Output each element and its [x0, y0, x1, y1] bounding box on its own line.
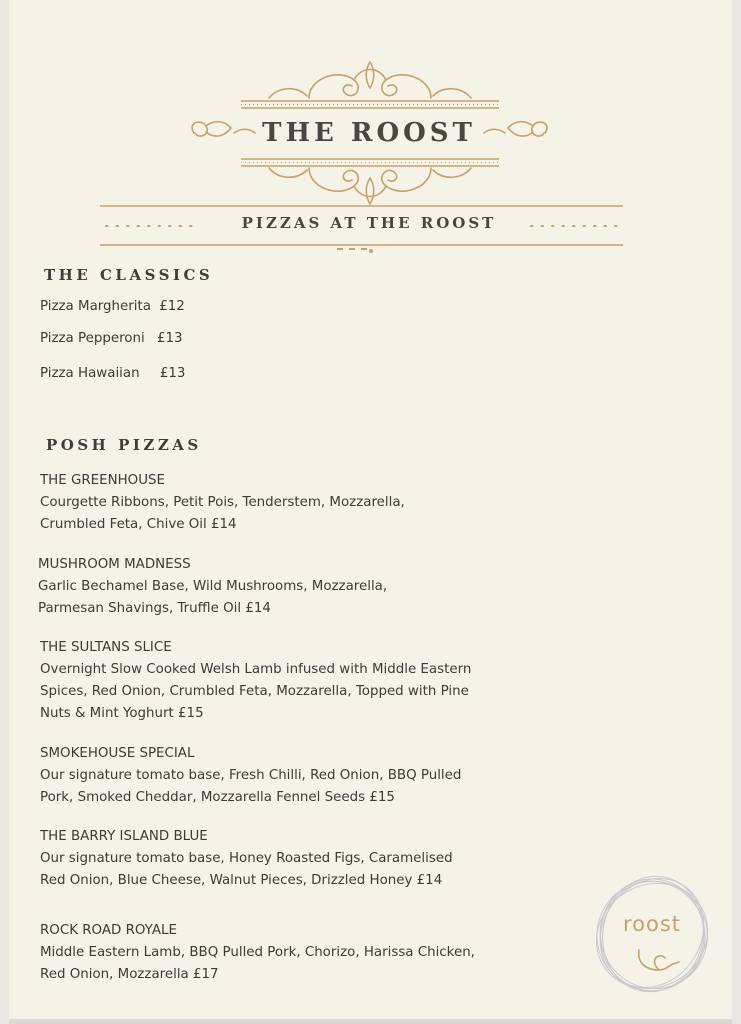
pizza-description: Courgette Ribbons, Petit Pois, Tenderstem, Mozzarella,	[40, 495, 405, 510]
classics-heading: THE CLASSICS	[44, 266, 214, 284]
pizza-description: Nuts & Mint Yoghurt £15	[40, 706, 204, 721]
pizza-item	[40, 637, 471, 725]
restaurant-title: THE ROOST	[262, 118, 476, 148]
pizza-name: THE GREENHOUSE	[40, 473, 165, 488]
menu-subtitle: PIZZAS AT THE ROOST	[241, 214, 497, 232]
pizza-description: Our signature tomato base, Fresh Chilli, Red Onion, BBQ Pulled	[40, 768, 462, 783]
pizza-description: Middle Eastern Lamb, BBQ Pulled Pork, Chorizo, Harissa Chicken,	[40, 945, 475, 960]
classic-item-price: £13	[156, 331, 183, 346]
pizza-description: Overnight Slow Cooked Welsh Lamb infused with Middle Eastern	[40, 662, 472, 677]
pizza-item	[38, 554, 387, 620]
roost-logo	[593, 872, 711, 998]
pizza-description: Parmesan Shavings, Truffle Oil £14	[38, 601, 271, 616]
pizza-name: SMOKEHOUSE SPECIAL	[40, 746, 195, 761]
pizza-description: Spices, Red Onion, Crumbled Feta, Mozzarella, Topped with Pine	[40, 684, 469, 699]
pizza-name: THE SULTANS SLICE	[40, 640, 172, 655]
bird-icon	[639, 950, 679, 970]
classic-item	[40, 328, 183, 350]
classic-item	[40, 296, 185, 318]
pizza-item	[40, 470, 405, 536]
pizza-item	[40, 743, 461, 809]
pizza-name: ROCK ROAD ROYALE	[40, 923, 177, 938]
pizza-name: THE BARRY ISLAND BLUE	[40, 829, 208, 844]
pizza-description: Red Onion, Blue Cheese, Walnut Pieces, Drizzled Honey £14	[40, 873, 443, 888]
classic-item-name: Pizza Margherita	[40, 299, 151, 314]
logo-wordmark: roost	[622, 912, 682, 936]
pizza-description: Our signature tomato base, Honey Roasted Figs, Caramelised	[40, 851, 453, 866]
pizza-item	[40, 920, 475, 986]
classic-item	[40, 363, 185, 385]
pizza-description: Red Onion, Mozzarella £17	[40, 967, 219, 982]
pizza-item	[40, 826, 453, 892]
classic-item-price: £12	[159, 299, 185, 314]
classic-item-name: Pizza Pepperoni	[40, 331, 145, 346]
pizza-description: Crumbled Feta, Chive Oil £14	[40, 517, 237, 532]
pizza-description: Pork, Smoked Cheddar, Mozzarella Fennel Seeds £15	[40, 790, 395, 805]
pizza-name: MUSHROOM MADNESS	[38, 557, 191, 572]
menu-page	[9, 0, 732, 1024]
classic-item-name: Pizza Hawaiian	[40, 366, 140, 381]
classic-item-price: £13	[159, 366, 186, 381]
posh-heading: POSH PIZZAS	[46, 436, 202, 454]
pizza-description: Garlic Bechamel Base, Wild Mushrooms, Mozzarella,	[38, 579, 388, 594]
